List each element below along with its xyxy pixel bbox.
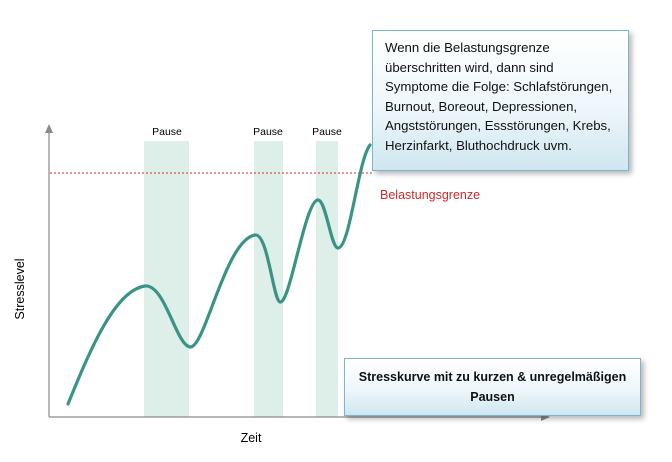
callout-line: Burnout, Boreout, Depressionen, xyxy=(385,98,578,114)
callout-line: überschritten wird, dann sind xyxy=(385,59,554,75)
pause-label-3: Pause xyxy=(312,126,342,138)
caption-line: Pausen xyxy=(470,390,515,404)
pause-label-2: Pause xyxy=(253,126,283,138)
diagram-caption xyxy=(344,358,641,416)
callout-line: Herzinfarkt, Bluthochdruck uvm. xyxy=(385,137,572,153)
callout-line: Wenn die Belastungsgrenze xyxy=(385,40,550,55)
pause-band-1 xyxy=(144,141,189,417)
threshold-label: Belastungsgrenze xyxy=(380,188,481,202)
pause-band-3 xyxy=(316,141,338,417)
threshold-callout xyxy=(372,30,629,171)
x-axis-label: Zeit xyxy=(240,431,262,445)
pause-band-2 xyxy=(254,141,283,417)
y-axis-label: Stresslevel xyxy=(13,258,27,320)
pause-label-1: Pause xyxy=(152,126,182,138)
caption-line: Stresskurve mit zu kurzen & unregelmäßigen xyxy=(358,370,627,384)
y-axis-arrow xyxy=(45,124,53,133)
callout-line: Angststörungen, Essstörungen, Krebs, xyxy=(385,118,611,134)
callout-line: Symptome die Folge: Schlafstörungen, xyxy=(385,79,613,95)
